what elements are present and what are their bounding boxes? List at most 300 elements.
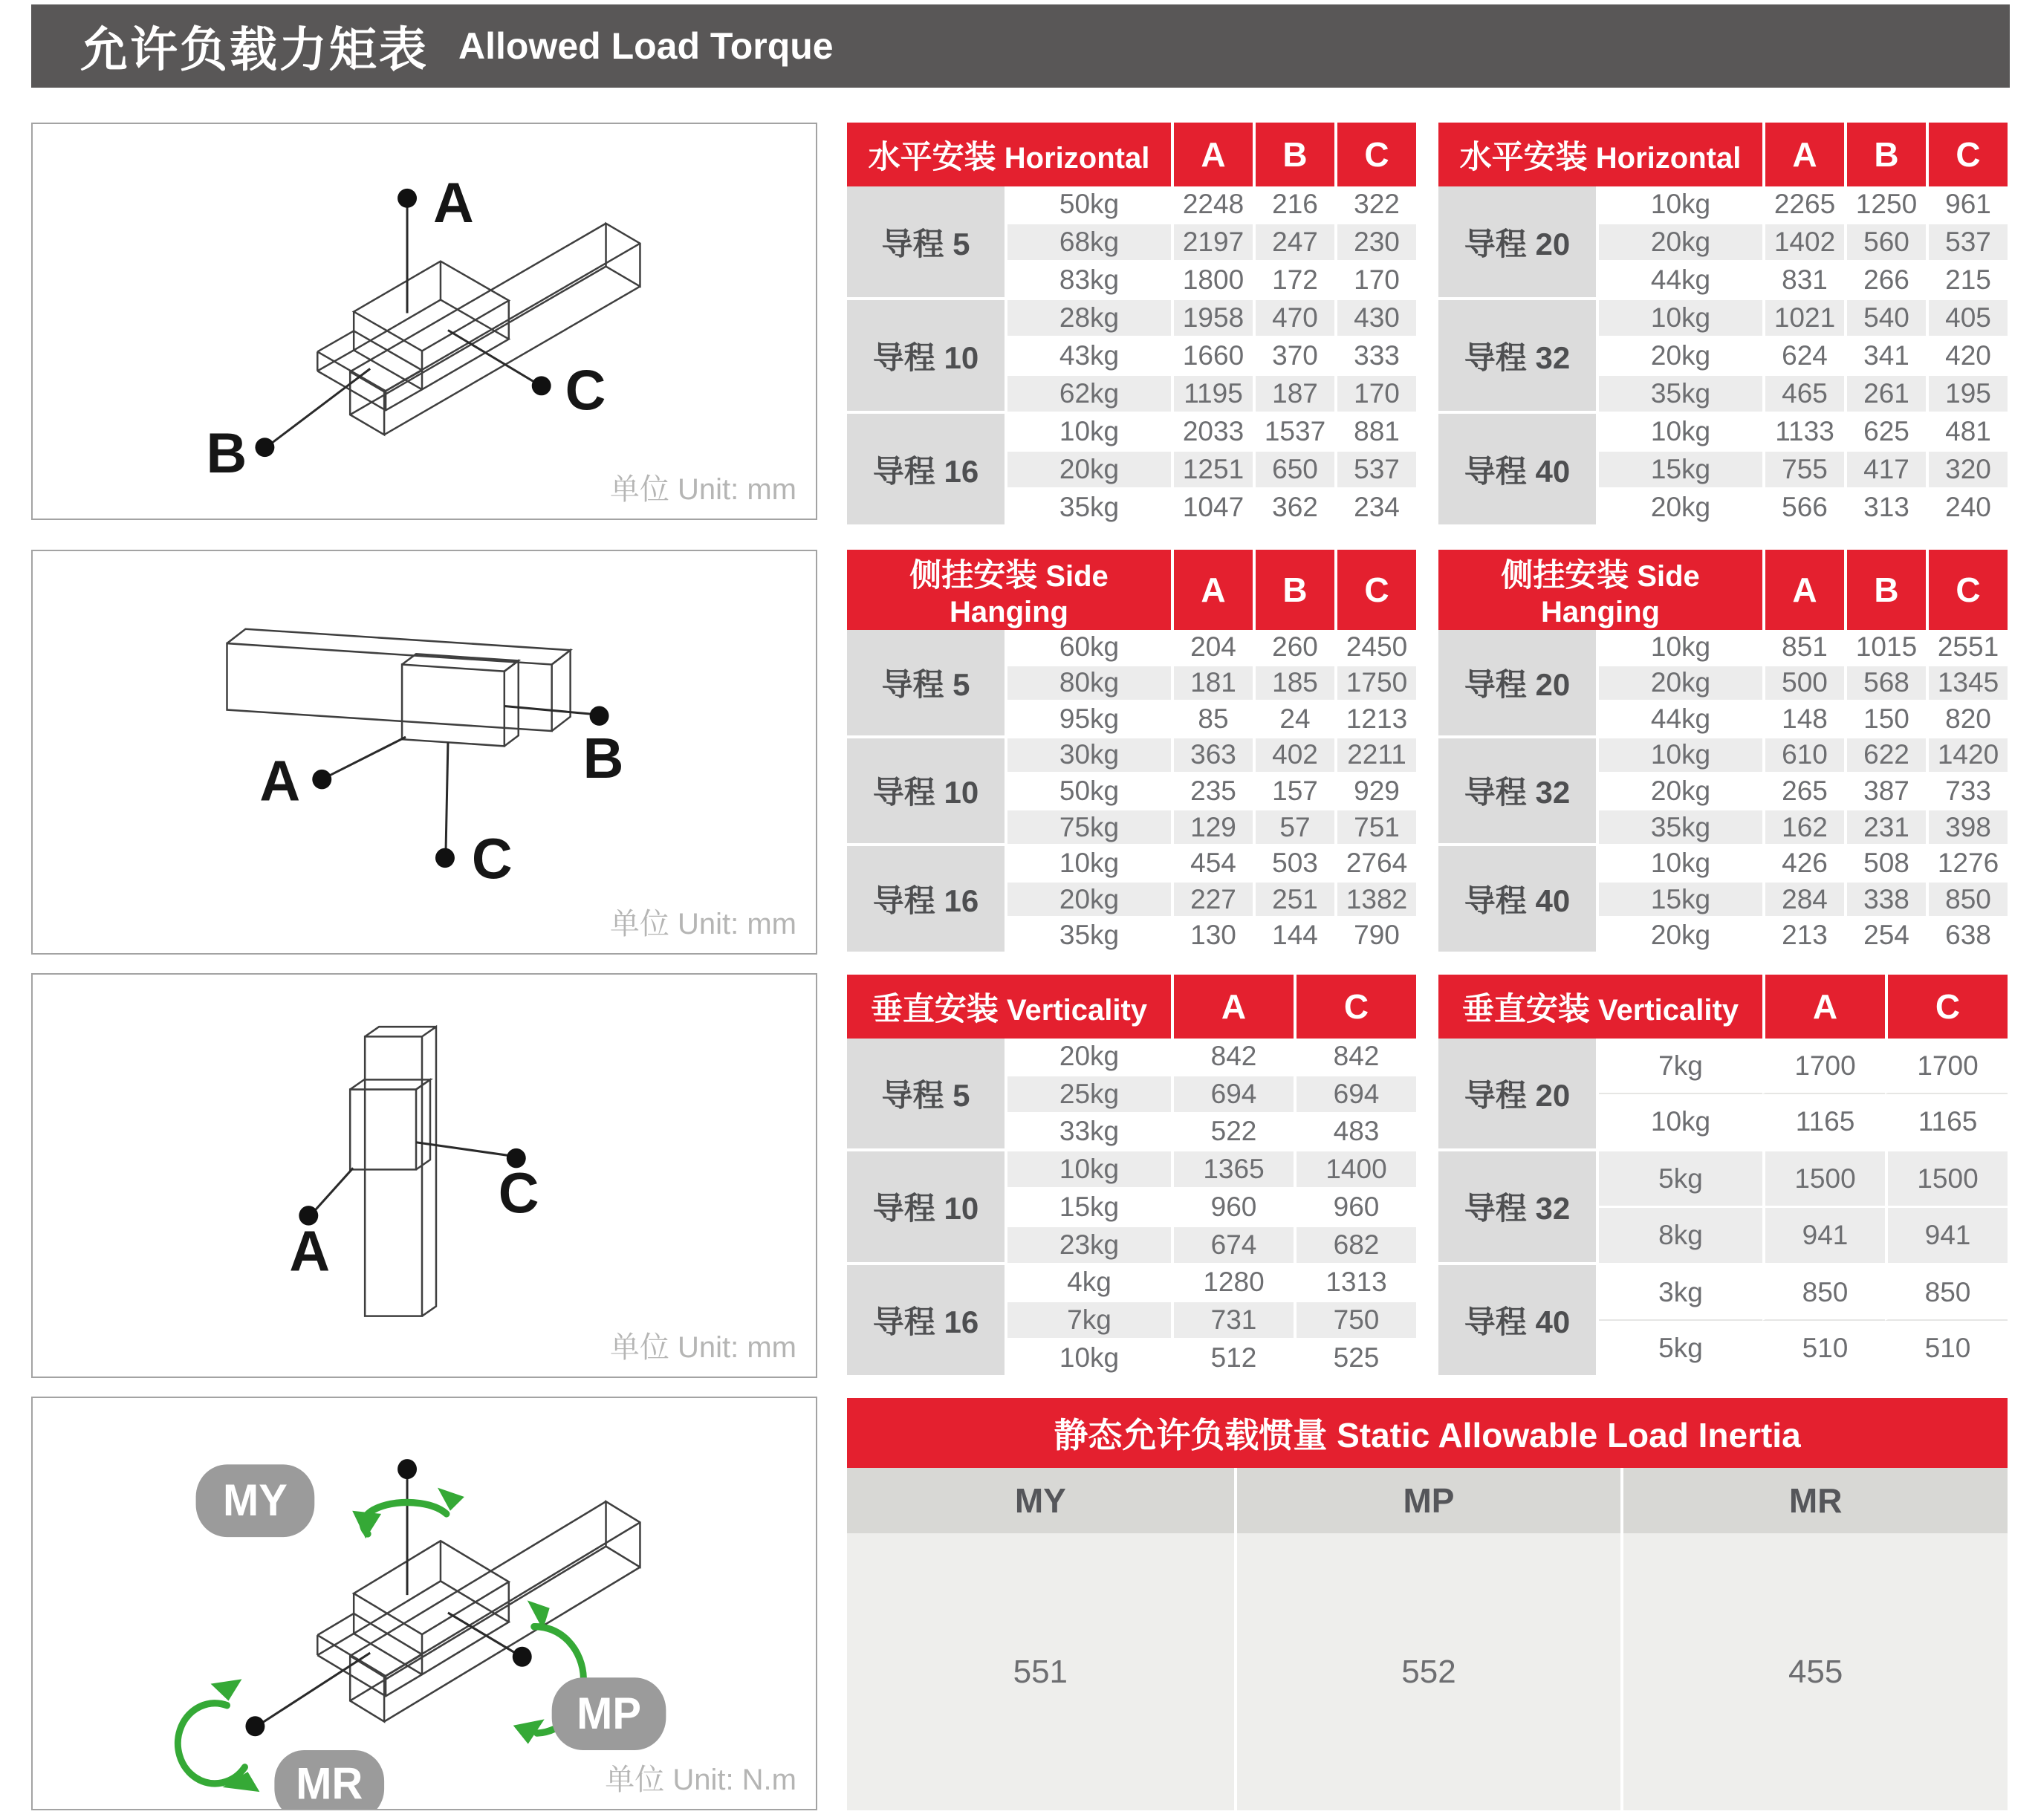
value-cell: 144 xyxy=(1253,918,1334,955)
value-cell: 842 xyxy=(1171,1039,1294,1076)
value-cell: 1021 xyxy=(1762,300,1844,338)
table-row xyxy=(847,1039,1416,1076)
table-side-hanging-lead20-40 xyxy=(1438,550,2008,955)
value-cell: 157 xyxy=(1253,774,1334,810)
lead-cell: 导程 40 xyxy=(1438,1265,1599,1378)
load-cell: 35kg xyxy=(1599,810,1762,847)
value-cell: 1276 xyxy=(1926,846,2008,883)
lead-cell: 导程 32 xyxy=(1438,738,1599,847)
axis-label-c: C xyxy=(498,1161,539,1226)
value-cell: 150 xyxy=(1844,702,1926,738)
value-cell: 470 xyxy=(1253,300,1334,338)
column-header: C xyxy=(1926,550,2008,630)
value-cell: 1015 xyxy=(1844,630,1926,666)
value-cell: 610 xyxy=(1762,738,1844,775)
table-row xyxy=(1438,1265,2008,1321)
value-cell: 2265 xyxy=(1762,186,1844,224)
value-cell: 1400 xyxy=(1294,1151,1416,1189)
load-cell: 20kg xyxy=(1007,1039,1171,1076)
load-cell: 4kg xyxy=(1007,1265,1171,1303)
axis-label-c: C xyxy=(471,827,513,891)
value-cell: 1750 xyxy=(1334,666,1416,703)
value-cell: 881 xyxy=(1334,414,1416,452)
value-cell: 284 xyxy=(1762,883,1844,919)
load-table xyxy=(1438,550,2008,955)
table-side-hanging-lead5-16 xyxy=(847,550,1416,955)
table-title xyxy=(847,1398,2008,1468)
table-title-zh: 水平安装 xyxy=(868,139,996,175)
value-cell: 266 xyxy=(1844,262,1926,300)
axis-label-c: C xyxy=(565,359,606,423)
value-cell: 129 xyxy=(1171,810,1253,847)
value-cell: 622 xyxy=(1844,738,1926,775)
value-cell: 341 xyxy=(1844,338,1926,376)
value-cell: 1250 xyxy=(1844,186,1926,224)
table-title-zh: 水平安装 xyxy=(1459,139,1588,175)
value-cell: 961 xyxy=(1926,186,2008,224)
value-cell: 402 xyxy=(1253,738,1334,775)
table-title-zh: 侧挂安装 xyxy=(1501,558,1629,594)
value-cell: 216 xyxy=(1253,186,1334,224)
column-header: C xyxy=(1294,975,1416,1039)
diagram-side-hanging xyxy=(31,550,817,955)
value-cell: 537 xyxy=(1926,224,2008,262)
value-cell: 405 xyxy=(1926,300,2008,338)
load-cell: 20kg xyxy=(1007,883,1171,919)
column-header: A xyxy=(1171,975,1294,1039)
value-cell: 510 xyxy=(1885,1321,2008,1378)
table-title xyxy=(847,550,1171,630)
table-header-row xyxy=(1438,550,2008,630)
lead-cell: 导程 5 xyxy=(847,1039,1007,1151)
value-cell: 674 xyxy=(1171,1227,1294,1265)
lead-cell: 导程 32 xyxy=(1438,1151,1599,1265)
load-cell: 35kg xyxy=(1599,376,1762,414)
load-cell: 28kg xyxy=(1007,300,1171,338)
load-cell: 3kg xyxy=(1599,1265,1762,1321)
lead-cell: 导程 20 xyxy=(1438,1039,1599,1151)
value-cell: 2551 xyxy=(1926,630,2008,666)
load-cell: 20kg xyxy=(1007,452,1171,490)
value-cell: 851 xyxy=(1762,630,1844,666)
value-cell: 2248 xyxy=(1171,186,1253,224)
value-cell: 1313 xyxy=(1294,1265,1416,1303)
value-cell: 842 xyxy=(1294,1039,1416,1076)
table-title-zh: 静态允许负载惯量 xyxy=(1054,1416,1328,1455)
value-cell: 185 xyxy=(1253,666,1334,703)
value-cell: 251 xyxy=(1253,883,1334,919)
table-row xyxy=(1438,1039,2008,1094)
value-cell: 1365 xyxy=(1171,1151,1294,1189)
value-cell: 941 xyxy=(1885,1208,2008,1265)
load-table xyxy=(847,975,1416,1378)
load-cell: 10kg xyxy=(1599,414,1762,452)
value-cell: 568 xyxy=(1844,666,1926,703)
table-title-en: Horizontal xyxy=(1587,141,1742,175)
load-cell: 60kg xyxy=(1007,630,1171,666)
inertia-value-row xyxy=(847,1533,2008,1810)
value-cell: 733 xyxy=(1926,774,2008,810)
value-cell: 235 xyxy=(1171,774,1253,810)
column-header: MY xyxy=(847,1468,1234,1533)
value-cell: 215 xyxy=(1926,262,2008,300)
page-title-en: Allowed Load Torque xyxy=(458,25,834,67)
value-cell: 265 xyxy=(1762,774,1844,810)
value-cell: 625 xyxy=(1844,414,1926,452)
value-cell: 503 xyxy=(1253,846,1334,883)
axis-label-b: B xyxy=(206,422,247,486)
value-cell: 960 xyxy=(1294,1189,1416,1227)
load-cell: 30kg xyxy=(1007,738,1171,775)
load-cell: 15kg xyxy=(1599,452,1762,490)
value-cell: 694 xyxy=(1294,1076,1416,1114)
value-cell: 790 xyxy=(1334,918,1416,955)
value-cell: 522 xyxy=(1171,1114,1294,1152)
value-cell: 1500 xyxy=(1762,1151,1885,1209)
load-cell: 10kg xyxy=(1599,846,1762,883)
unit-label: 单位 Unit: mm xyxy=(609,908,796,940)
load-cell: 44kg xyxy=(1599,262,1762,300)
value-cell: 213 xyxy=(1762,918,1844,955)
value-cell: 941 xyxy=(1762,1208,1885,1265)
value-cell: 1165 xyxy=(1885,1094,2008,1151)
lead-cell: 导程 16 xyxy=(847,414,1007,527)
value-cell: 750 xyxy=(1294,1302,1416,1340)
table-header-row xyxy=(1438,123,2008,186)
table-title-zh: 垂直安装 xyxy=(870,991,999,1027)
value-cell: 566 xyxy=(1762,490,1844,527)
value-cell: 170 xyxy=(1334,262,1416,300)
value-cell: 455 xyxy=(1620,1533,2008,1810)
load-cell: 23kg xyxy=(1007,1227,1171,1265)
value-cell: 1280 xyxy=(1171,1265,1294,1303)
value-cell: 1700 xyxy=(1885,1039,2008,1094)
value-cell: 483 xyxy=(1294,1114,1416,1152)
lead-cell: 导程 20 xyxy=(1438,630,1599,738)
value-cell: 260 xyxy=(1253,630,1334,666)
load-table xyxy=(847,123,1416,527)
value-cell: 820 xyxy=(1926,702,2008,738)
table-title-en: Side Hanging xyxy=(1541,560,1700,628)
load-cell: 15kg xyxy=(1007,1189,1171,1227)
value-cell: 362 xyxy=(1253,490,1334,527)
value-cell: 454 xyxy=(1171,846,1253,883)
value-cell: 230 xyxy=(1334,224,1416,262)
column-header: C xyxy=(1926,123,2008,186)
load-cell: 10kg xyxy=(1599,738,1762,775)
table-title-en: Static Allowable Load Inertia xyxy=(1327,1416,1801,1455)
value-cell: 465 xyxy=(1762,376,1844,414)
load-cell: 35kg xyxy=(1007,918,1171,955)
value-cell: 227 xyxy=(1171,883,1253,919)
lead-cell: 导程 40 xyxy=(1438,846,1599,955)
value-cell: 1047 xyxy=(1171,490,1253,527)
lead-cell: 导程 16 xyxy=(847,1265,1007,1378)
table-row xyxy=(847,186,1416,224)
load-cell: 20kg xyxy=(1599,774,1762,810)
load-cell: 15kg xyxy=(1599,883,1762,919)
value-cell: 525 xyxy=(1294,1340,1416,1378)
value-cell: 85 xyxy=(1171,702,1253,738)
table-row xyxy=(1438,1151,2008,1209)
lead-cell: 导程 32 xyxy=(1438,300,1599,414)
value-cell: 172 xyxy=(1253,262,1334,300)
table-title xyxy=(1438,975,1762,1039)
column-header: B xyxy=(1253,550,1334,630)
table-horizontal-lead5-16 xyxy=(847,123,1416,527)
value-cell: 929 xyxy=(1334,774,1416,810)
value-cell: 1165 xyxy=(1762,1094,1885,1151)
load-cell: 43kg xyxy=(1007,338,1171,376)
table-header-row xyxy=(1438,975,2008,1039)
table-row xyxy=(1438,846,2008,883)
horizontal-mounting-drawing xyxy=(33,124,816,519)
load-cell: 80kg xyxy=(1007,666,1171,703)
table-title-zh: 侧挂安装 xyxy=(909,558,1038,594)
load-table xyxy=(1438,975,2008,1378)
table-verticality-lead20-40 xyxy=(1438,975,2008,1378)
lead-cell: 导程 20 xyxy=(1438,186,1599,300)
load-cell: 7kg xyxy=(1599,1039,1762,1094)
table-row xyxy=(847,630,1416,666)
load-cell: 20kg xyxy=(1599,338,1762,376)
value-cell: 187 xyxy=(1253,376,1334,414)
side-hanging-drawing xyxy=(33,551,816,953)
table-title-en: Verticality xyxy=(998,993,1148,1027)
load-cell: 50kg xyxy=(1007,186,1171,224)
column-header: A xyxy=(1171,123,1253,186)
value-cell: 1958 xyxy=(1171,300,1253,338)
load-cell: 5kg xyxy=(1599,1321,1762,1378)
inertia-title-row xyxy=(847,1398,2008,1468)
lead-cell: 导程 40 xyxy=(1438,414,1599,527)
value-cell: 560 xyxy=(1844,224,1926,262)
load-cell: 35kg xyxy=(1007,490,1171,527)
diagram-vertical-mounting xyxy=(31,973,817,1378)
value-cell: 1382 xyxy=(1334,883,1416,919)
load-cell: 10kg xyxy=(1599,630,1762,666)
value-cell: 1700 xyxy=(1762,1039,1885,1094)
value-cell: 850 xyxy=(1926,883,2008,919)
value-cell: 24 xyxy=(1253,702,1334,738)
table-row xyxy=(1438,738,2008,775)
table-title xyxy=(847,123,1171,186)
value-cell: 333 xyxy=(1334,338,1416,376)
value-cell: 261 xyxy=(1844,376,1926,414)
lead-cell: 导程 10 xyxy=(847,300,1007,414)
value-cell: 1195 xyxy=(1171,376,1253,414)
table-row xyxy=(847,738,1416,775)
table-header-row xyxy=(847,975,1416,1039)
value-cell: 430 xyxy=(1334,300,1416,338)
load-cell: 25kg xyxy=(1007,1076,1171,1114)
load-cell: 10kg xyxy=(1007,1151,1171,1189)
table-header-row xyxy=(847,550,1416,630)
column-header: MP xyxy=(1234,1468,1621,1533)
moment-label-mr: MR xyxy=(296,1758,363,1809)
diagram-moment-axes xyxy=(31,1397,817,1810)
lead-cell: 导程 16 xyxy=(847,846,1007,955)
value-cell: 420 xyxy=(1926,338,2008,376)
lead-cell: 导程 10 xyxy=(847,738,1007,847)
column-header: B xyxy=(1844,550,1926,630)
page-title-bar xyxy=(31,4,2010,88)
lead-cell: 导程 5 xyxy=(847,186,1007,300)
load-cell: 10kg xyxy=(1007,414,1171,452)
table-title-en: Verticality xyxy=(1589,993,1739,1027)
table-title-en: Side Hanging xyxy=(950,560,1109,628)
value-cell: 320 xyxy=(1926,452,2008,490)
value-cell: 682 xyxy=(1294,1227,1416,1265)
load-cell: 20kg xyxy=(1599,490,1762,527)
load-cell: 44kg xyxy=(1599,702,1762,738)
table-row xyxy=(1438,630,2008,666)
value-cell: 170 xyxy=(1334,376,1416,414)
value-cell: 254 xyxy=(1844,918,1926,955)
column-header: A xyxy=(1762,123,1844,186)
value-cell: 537 xyxy=(1334,452,1416,490)
load-cell: 10kg xyxy=(1599,300,1762,338)
value-cell: 148 xyxy=(1762,702,1844,738)
table-header-row xyxy=(847,123,1416,186)
value-cell: 247 xyxy=(1253,224,1334,262)
value-cell: 2211 xyxy=(1334,738,1416,775)
load-cell: 20kg xyxy=(1599,918,1762,955)
load-cell: 20kg xyxy=(1599,224,1762,262)
value-cell: 551 xyxy=(847,1533,1234,1810)
moment-axes-drawing xyxy=(33,1398,816,1809)
table-row xyxy=(1438,300,2008,338)
value-cell: 426 xyxy=(1762,846,1844,883)
table-row xyxy=(1438,414,2008,452)
value-cell: 130 xyxy=(1171,918,1253,955)
value-cell: 313 xyxy=(1844,490,1926,527)
value-cell: 195 xyxy=(1926,376,2008,414)
value-cell: 850 xyxy=(1762,1265,1885,1321)
load-cell: 50kg xyxy=(1007,774,1171,810)
table-row xyxy=(847,846,1416,883)
value-cell: 960 xyxy=(1171,1189,1294,1227)
value-cell: 1345 xyxy=(1926,666,2008,703)
value-cell: 831 xyxy=(1762,262,1844,300)
value-cell: 240 xyxy=(1926,490,2008,527)
value-cell: 540 xyxy=(1844,300,1926,338)
value-cell: 2450 xyxy=(1334,630,1416,666)
load-cell: 62kg xyxy=(1007,376,1171,414)
value-cell: 1213 xyxy=(1334,702,1416,738)
value-cell: 1402 xyxy=(1762,224,1844,262)
value-cell: 1660 xyxy=(1171,338,1253,376)
value-cell: 755 xyxy=(1762,452,1844,490)
value-cell: 322 xyxy=(1334,186,1416,224)
table-static-load-inertia xyxy=(847,1398,2008,1810)
column-header: B xyxy=(1844,123,1926,186)
value-cell: 1500 xyxy=(1885,1151,2008,1209)
table-row xyxy=(847,1265,1416,1303)
load-cell: 95kg xyxy=(1007,702,1171,738)
value-cell: 162 xyxy=(1762,810,1844,847)
load-cell: 75kg xyxy=(1007,810,1171,847)
load-cell: 83kg xyxy=(1007,262,1171,300)
value-cell: 1133 xyxy=(1762,414,1844,452)
value-cell: 417 xyxy=(1844,452,1926,490)
table-title xyxy=(1438,123,1762,186)
value-cell: 751 xyxy=(1334,810,1416,847)
value-cell: 552 xyxy=(1234,1533,1621,1810)
unit-label: 单位 Unit: N.m xyxy=(605,1764,796,1796)
value-cell: 204 xyxy=(1171,630,1253,666)
value-cell: 234 xyxy=(1334,490,1416,527)
value-cell: 508 xyxy=(1844,846,1926,883)
table-title-en: Horizontal xyxy=(996,141,1150,175)
axis-label-a: A xyxy=(259,749,301,813)
load-cell: 7kg xyxy=(1007,1302,1171,1340)
value-cell: 2764 xyxy=(1334,846,1416,883)
load-cell: 10kg xyxy=(1599,1094,1762,1151)
value-cell: 512 xyxy=(1171,1340,1294,1378)
column-header: C xyxy=(1334,550,1416,630)
value-cell: 1251 xyxy=(1171,452,1253,490)
value-cell: 624 xyxy=(1762,338,1844,376)
axis-label-a: A xyxy=(432,171,474,235)
value-cell: 1537 xyxy=(1253,414,1334,452)
value-cell: 850 xyxy=(1885,1265,2008,1321)
axis-label-b: B xyxy=(582,727,624,791)
load-table xyxy=(847,550,1416,955)
axis-label-a: A xyxy=(289,1219,331,1284)
load-cell: 10kg xyxy=(1007,1340,1171,1378)
unit-label: 单位 Unit: mm xyxy=(609,1331,796,1364)
column-header: C xyxy=(1885,975,2008,1039)
table-title xyxy=(1438,550,1762,630)
column-header: MR xyxy=(1620,1468,2008,1533)
value-cell: 1420 xyxy=(1926,738,2008,775)
page-title-zh: 允许负载力矩表 xyxy=(80,23,429,77)
moment-label-my: MY xyxy=(223,1474,288,1526)
value-cell: 398 xyxy=(1926,810,2008,847)
table-horizontal-lead20-40 xyxy=(1438,123,2008,527)
unit-label: 单位 Unit: mm xyxy=(609,473,796,506)
table-row xyxy=(847,300,1416,338)
value-cell: 363 xyxy=(1171,738,1253,775)
value-cell: 731 xyxy=(1171,1302,1294,1340)
load-cell: 5kg xyxy=(1599,1151,1762,1209)
load-cell: 20kg xyxy=(1599,666,1762,703)
table-title xyxy=(847,975,1171,1039)
load-cell: 68kg xyxy=(1007,224,1171,262)
value-cell: 387 xyxy=(1844,774,1926,810)
load-cell: 8kg xyxy=(1599,1208,1762,1265)
value-cell: 370 xyxy=(1253,338,1334,376)
diagram-horizontal-mounting xyxy=(31,123,817,520)
inertia-column-row xyxy=(847,1468,2008,1533)
table-verticality-lead5-16 xyxy=(847,975,1416,1378)
table-row xyxy=(1438,186,2008,224)
inertia-table xyxy=(847,1398,2008,1810)
lead-cell: 导程 5 xyxy=(847,630,1007,738)
value-cell: 694 xyxy=(1171,1076,1294,1114)
lead-cell: 导程 10 xyxy=(847,1151,1007,1264)
value-cell: 1800 xyxy=(1171,262,1253,300)
value-cell: 650 xyxy=(1253,452,1334,490)
table-row xyxy=(847,414,1416,452)
load-table xyxy=(1438,123,2008,527)
load-cell: 10kg xyxy=(1007,846,1171,883)
column-header: B xyxy=(1253,123,1334,186)
column-header: A xyxy=(1171,550,1253,630)
load-cell: 10kg xyxy=(1599,186,1762,224)
value-cell: 500 xyxy=(1762,666,1844,703)
